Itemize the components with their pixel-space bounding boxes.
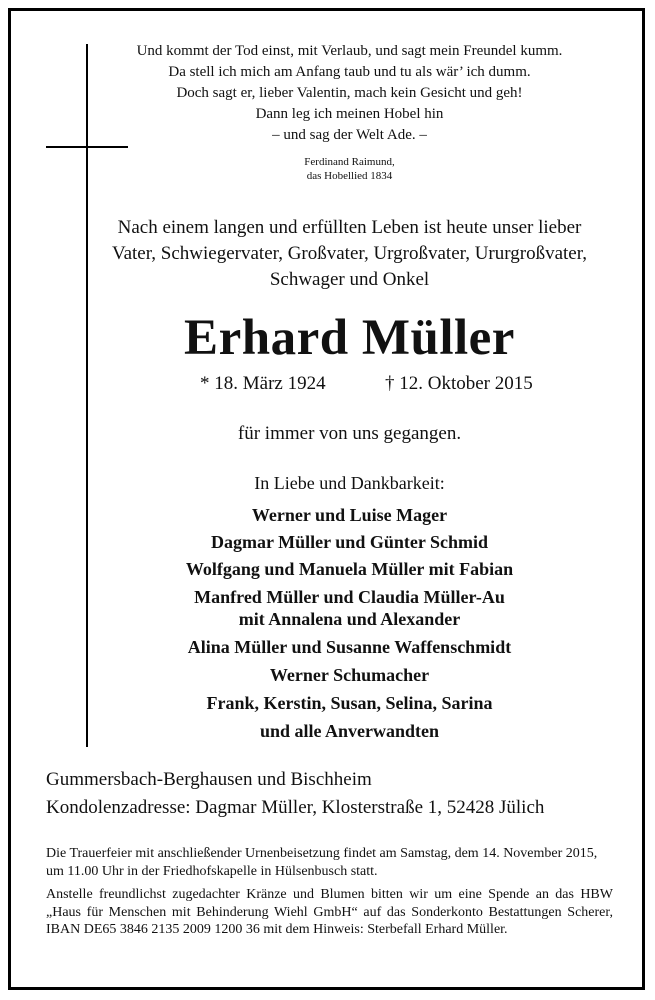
poem-source: das Hobellied 1834 xyxy=(306,170,393,182)
donation-notice: Anstelle freundlichst zugedachter Kränze und Blumen bitten wir um eine Spende an das HBW „Haus für Menschen mit Behinderung Wiehl GmbH“ auf das Sonderkonto Bestattungen Scherer, IBAN DE65 3846 2135 2009 1200 36 mit dem Hinweis: Sterbefall Erhard Müller. xyxy=(46,887,613,937)
deceased-name: Erhard Müller xyxy=(184,310,515,366)
mourner-line: mit Annalena und Alexander xyxy=(238,609,461,629)
mourner-line: Wolfgang und Manuela Müller mit Fabian xyxy=(185,559,514,579)
poem-line-5: – und sag der Welt Ade. – xyxy=(272,127,427,143)
poem-line-1: Und kommt der Tod einst, mit Verlaub, und sagt mein Freundel kumm. xyxy=(136,43,563,59)
intro-line-2: Vater, Schwiegervater, Großvater, Urgroßvater, Ururgroßvater, xyxy=(111,243,588,264)
mourner-line: Frank, Kerstin, Susan, Selina, Sarina xyxy=(206,693,493,713)
intro-line-1: Nach einem langen und erfüllten Leben ist heute unser lieber xyxy=(117,217,582,238)
mourner-line: Alina Müller und Susanne Waffenschmidt xyxy=(187,637,512,657)
mourner-line: Dagmar Müller und Günter Schmid xyxy=(210,532,489,552)
poem-author: Ferdinand Raimund, xyxy=(304,156,395,168)
mourner-line: Werner und Luise Mager xyxy=(251,505,448,525)
place-text: Gummersbach-Berghausen und Bischheim xyxy=(46,769,372,790)
gone-text: für immer von uns gegangen. xyxy=(237,423,462,444)
mourner-line: und alle Anverwandten xyxy=(259,721,440,741)
intro-line-3: Schwager und Onkel xyxy=(269,269,430,290)
birth-date: * 18. März 1924 xyxy=(200,373,326,394)
condolence-address: Kondolenzadresse: Dagmar Müller, Klosterstraße 1, 52428 Jülich xyxy=(46,797,545,818)
cross-horizontal-bar xyxy=(46,146,128,148)
death-date: † 12. Oktober 2015 xyxy=(385,373,533,394)
poem-line-4: Dann leg ich meinen Hobel hin xyxy=(255,106,444,122)
mourner-line: Werner Schumacher xyxy=(269,665,430,685)
poem-line-3: Doch sagt er, lieber Valentin, mach kein Gesicht und geh! xyxy=(176,85,523,101)
thanks-text: In Liebe und Dankbarkeit: xyxy=(254,473,445,493)
obituary-frame xyxy=(8,8,645,990)
funeral-notice-line-2: um 11.00 Uhr in der Friedhofskapelle in Hülsenbusch statt. xyxy=(46,864,378,879)
mourner-line: Manfred Müller und Claudia Müller-Au xyxy=(194,587,505,607)
funeral-notice-line-1: Die Trauerfeier mit anschließender Urnenbeisetzung findet am Samstag, dem 14. November 2015, xyxy=(46,846,598,861)
poem-line-2: Da stell ich mich am Anfang taub und tu als wär’ ich dumm. xyxy=(168,64,531,80)
